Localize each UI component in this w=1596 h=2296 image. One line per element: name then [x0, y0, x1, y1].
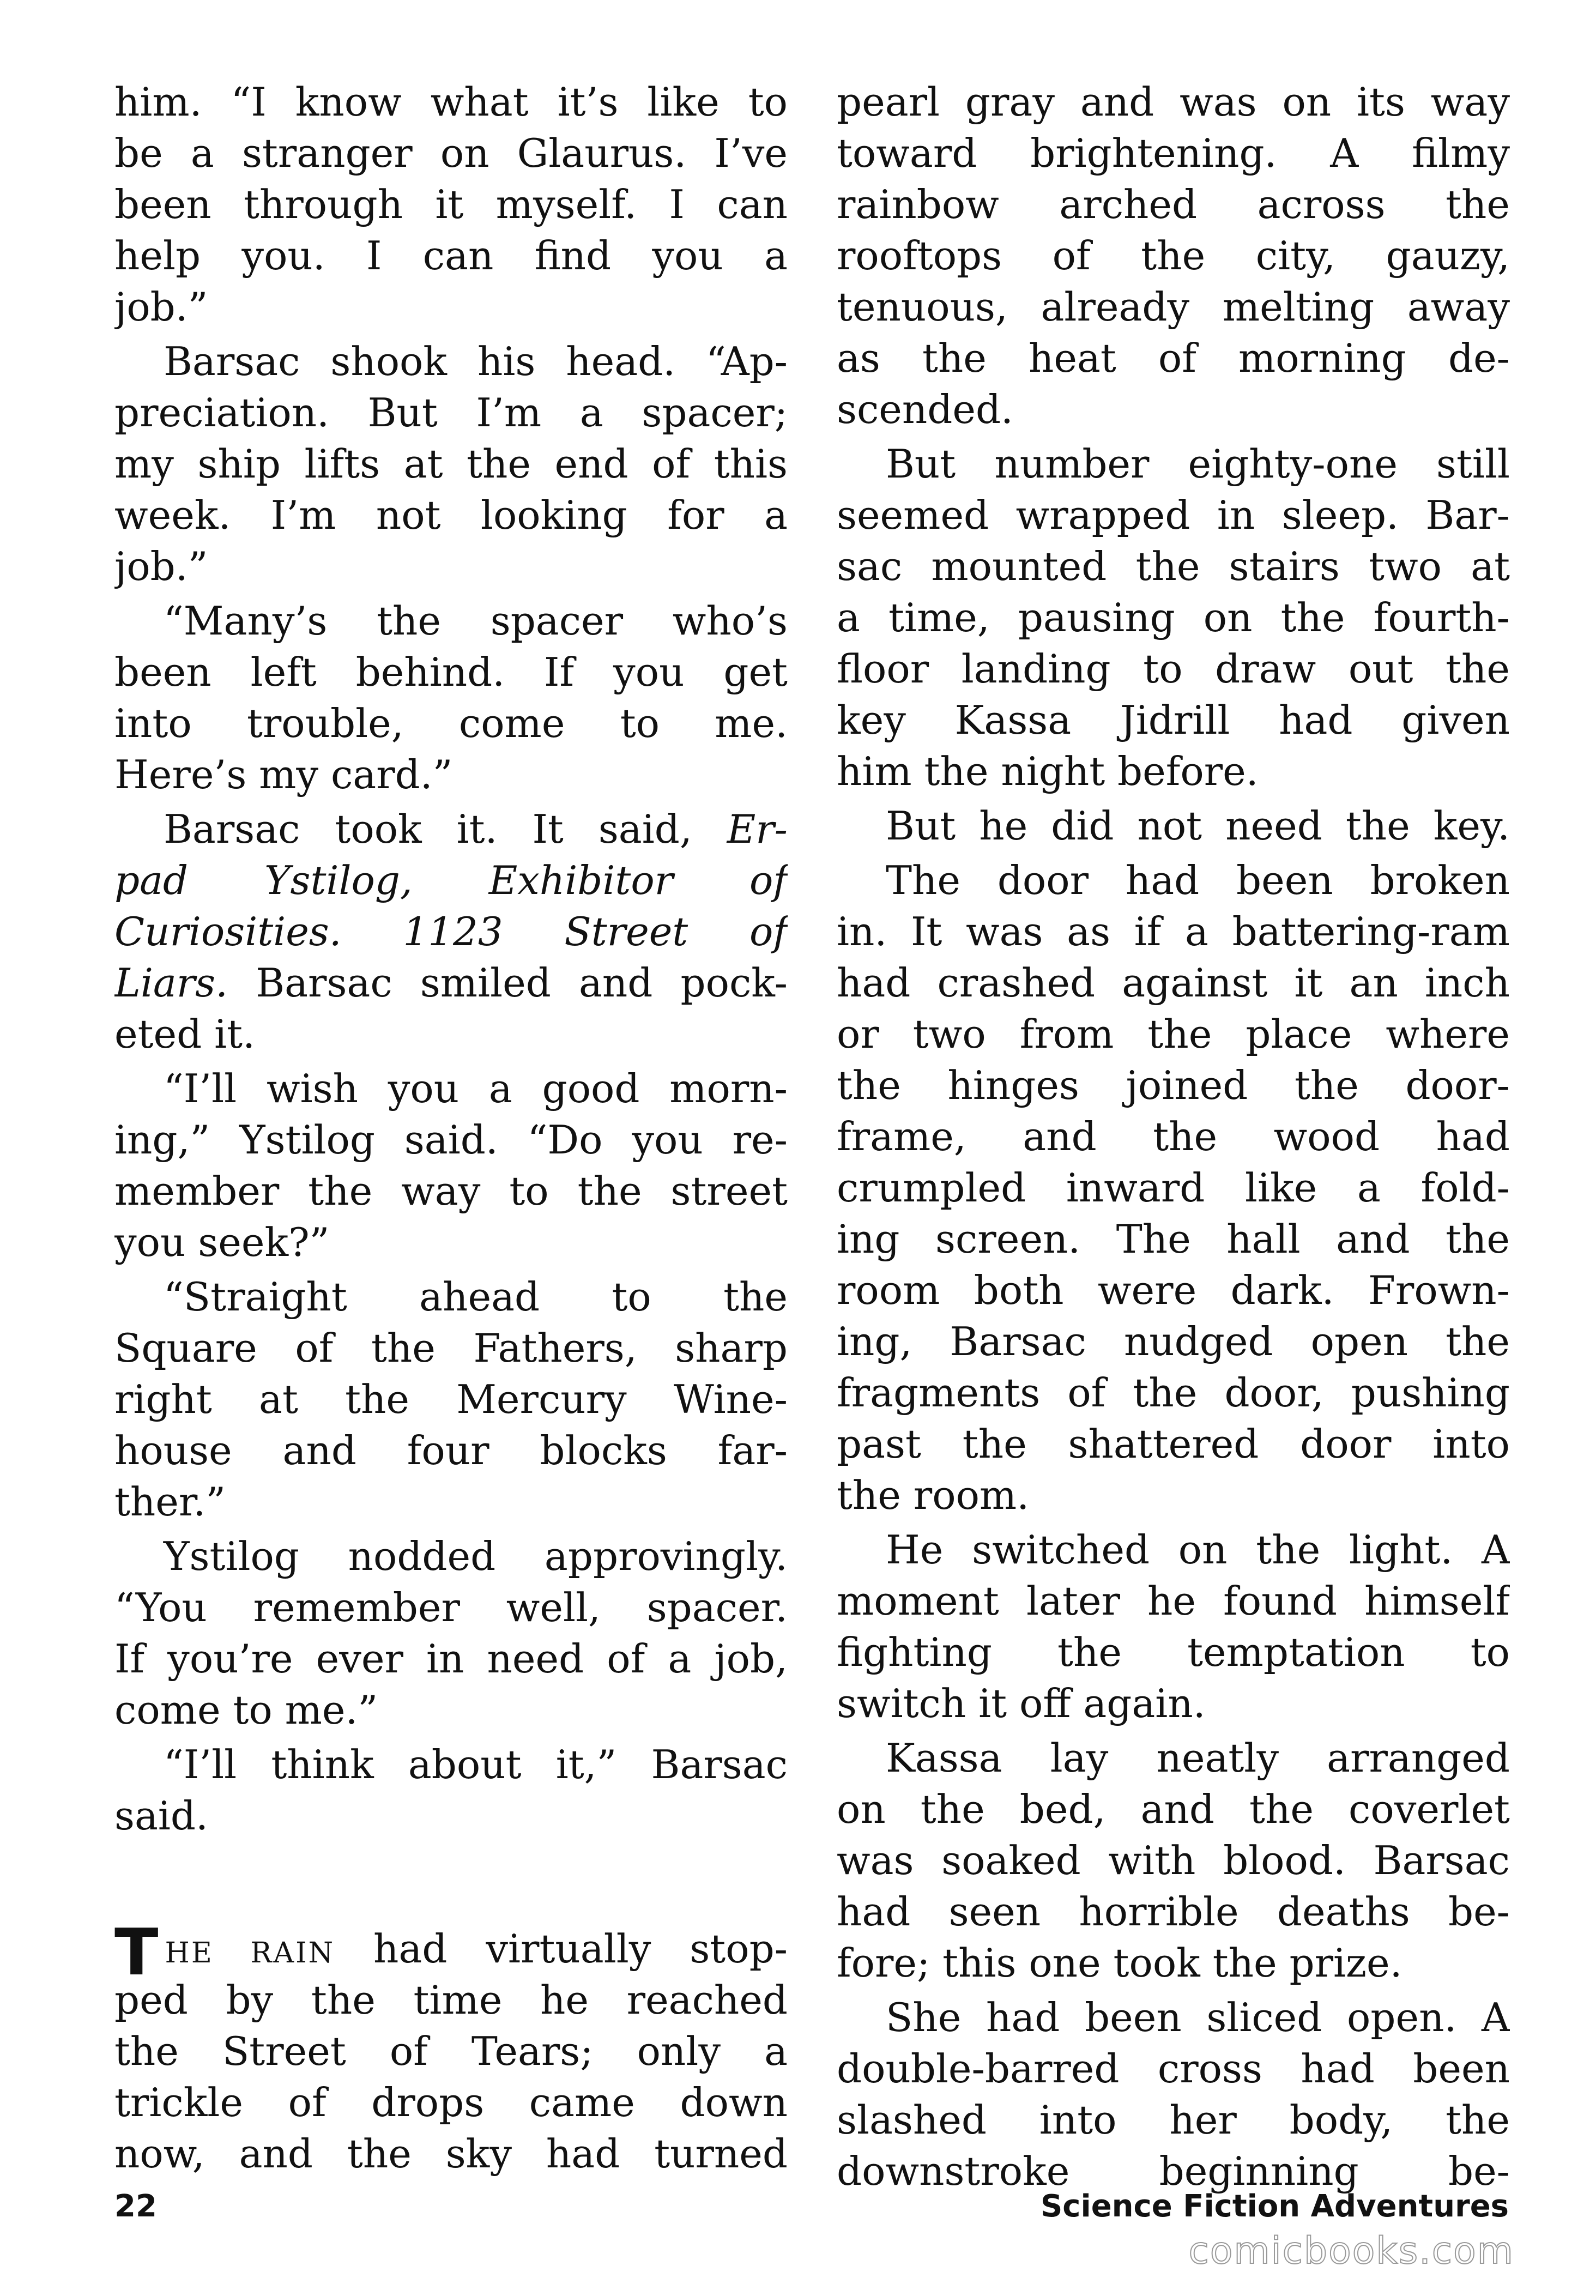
text-line: a time, pausing on the fourth- [837, 595, 1510, 641]
text-line: right at the Mercury Wine- [114, 1376, 788, 1422]
text-line: preciation. But I’m a spacer; [114, 390, 788, 436]
text-line: as the heat of morning de- [837, 335, 1510, 381]
text-line: trickle of drops came down [114, 2080, 788, 2125]
text-line: him the night before. [837, 748, 1259, 794]
text-line: But he did not need the key. [886, 803, 1510, 849]
text-line: scended. [837, 386, 1013, 432]
text-line: toward brightening. A filmy [837, 130, 1510, 176]
text-line: the Street of Tears; only a [114, 2028, 788, 2074]
text-line: Here’s my card.” [114, 752, 453, 797]
text-line: downstroke beginning be- [837, 2148, 1510, 2194]
text-line: frame, and the wood had [837, 1114, 1510, 1159]
text-line: key Kassa Jidrill had given [837, 697, 1510, 743]
text-line: crumpled inward like a fold- [837, 1165, 1510, 1211]
text-line: Barsac shook his head. “Ap- [164, 339, 788, 384]
text-line: rainbow arched across the [837, 182, 1510, 227]
text-line: “Straight ahead to the [164, 1274, 788, 1320]
text-line: room both were dark. Frown- [837, 1267, 1510, 1313]
text-line: ing screen. The hall and the [837, 1216, 1510, 1262]
text-line: or two from the place where [837, 1011, 1510, 1057]
text-line: sac mounted the stairs two at [837, 543, 1510, 589]
text-line: switch it off again. [837, 1681, 1206, 1726]
text-line: the room. [837, 1472, 1030, 1518]
text-line: “Many’s the spacer who’s [164, 598, 788, 644]
text-line: you seek?” [114, 1219, 330, 1265]
text-line: been left behind. If you get [114, 649, 788, 695]
text-line: Ystilog nodded approvingly. [164, 1533, 788, 1579]
text-line: job.” [114, 543, 208, 589]
text-line: fore; this one took the prize. [837, 1940, 1402, 1986]
right-column [837, 76, 1510, 2197]
text-line: double-barred cross had been [837, 2046, 1510, 2092]
text-line: been through it myself. I can [114, 182, 788, 227]
text-line: help you. I can find you a [114, 233, 788, 279]
text-line: fragments of the door, pushing [837, 1370, 1510, 1416]
text-line: ing, Barsac nudged open the [837, 1319, 1510, 1364]
text-line: be a stranger on Glaurus. I’ve [114, 130, 788, 176]
text-line: “You remember well, spacer. [114, 1585, 788, 1630]
text-line: If you’re ever in need of a job, [114, 1636, 788, 1682]
text-line: now, and the sky had turned [114, 2131, 788, 2177]
text-line: come to me.” [114, 1687, 378, 1733]
text-line: the hinges joined the door- [837, 1062, 1510, 1108]
section-opening-line [114, 1923, 788, 1974]
text-line: slashed into her body, the [837, 2097, 1510, 2143]
text-line: week. I’m not looking for a [114, 492, 788, 538]
text-line: moment later he found himself [837, 1578, 1510, 1624]
text-line: “I’ll think about it,” Barsac [164, 1742, 788, 1787]
text-line: eted it. [114, 1011, 255, 1057]
text-line: into trouble, come to me. [114, 700, 788, 746]
text-line: Square of the Fathers, sharp [114, 1325, 788, 1371]
left-column [114, 76, 788, 2179]
text-line: was soaked with blood. Barsac [837, 1838, 1510, 1883]
text-line: in. It was as if a battering-ram [837, 909, 1510, 954]
small-caps-lead: HE RAIN [165, 1937, 335, 1969]
text-line: ther.” [114, 1479, 226, 1525]
text-line: past the shattered door into [837, 1421, 1510, 1467]
text-line: had crashed against it an inch [837, 960, 1510, 1006]
page-number: 22 [114, 2189, 157, 2224]
text-line: had seen horrible deaths be- [837, 1889, 1510, 1935]
text-line: pearl gray and was on its way [837, 79, 1510, 125]
text-line: house and four blocks far- [114, 1428, 788, 1473]
text-line: The door had been broken [886, 857, 1510, 903]
text-line: on the bed, and the coverlet [837, 1786, 1510, 1832]
magazine-title: Science Fiction Adventures [1040, 2189, 1509, 2224]
text-line: job.” [114, 284, 208, 330]
text-line: He switched on the light. A [886, 1527, 1510, 1573]
text-line: “I’ll wish you a good morn- [164, 1066, 788, 1111]
text-line: Kassa lay neatly arranged [886, 1735, 1510, 1781]
opening-text: had virtually stop- [373, 1926, 788, 1972]
text-line: pad Ystilog, Exhibitor of [114, 857, 788, 903]
text-line: Curiosities. 1123 Street of [114, 909, 788, 954]
text-line: my ship lifts at the end of this [114, 441, 788, 487]
text-line: rooftops of the city, gauzy, [837, 233, 1510, 279]
text-line: She had been sliced open. A [886, 1995, 1510, 2040]
text-line: ing,” Ystilog said. “Do you re- [114, 1117, 788, 1163]
text-line: fighting the temptation to [837, 1629, 1510, 1675]
watermark: comicbooks.com [1188, 2229, 1514, 2273]
text-line: seemed wrapped in sleep. Bar- [837, 492, 1510, 538]
text-line: tenuous, already melting away [837, 284, 1510, 330]
text-line: ped by the time he reached [114, 1977, 788, 2023]
drop-cap: T [114, 1923, 159, 1974]
text-line: Barsac took it. It said, Er- [164, 806, 788, 852]
text-line: Liars. Barsac smiled and pock- [114, 960, 788, 1006]
text-line: said. [114, 1793, 208, 1839]
text-line: floor landing to draw out the [837, 646, 1510, 692]
text-line: him. “I know what it’s like to [114, 79, 788, 125]
text-line: But number eighty-one still [886, 441, 1510, 487]
text-line: member the way to the street [114, 1168, 788, 1214]
